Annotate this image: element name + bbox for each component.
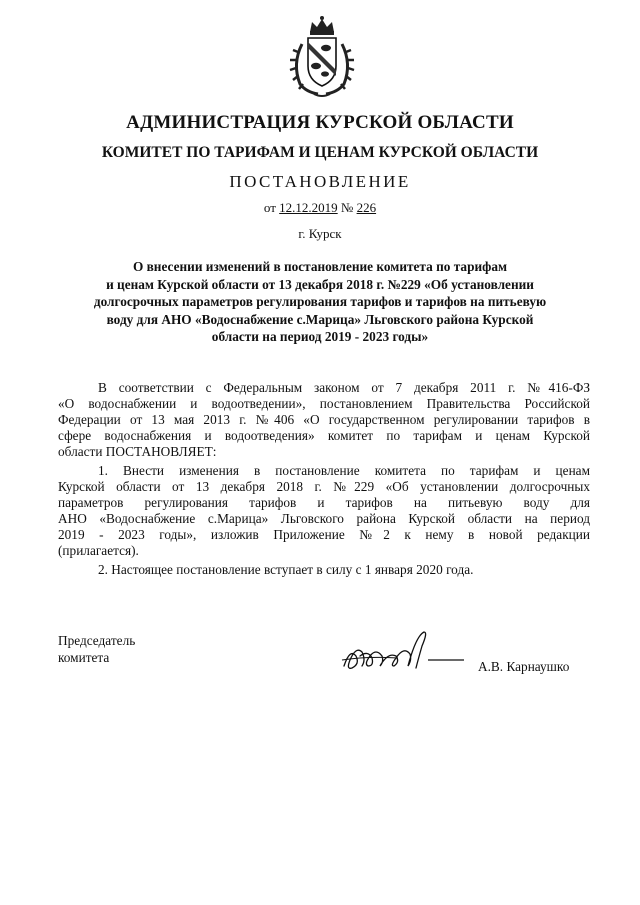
date-prefix: от [263, 200, 276, 215]
document-number: 226 [356, 200, 377, 215]
subject-line: области на период 2019 - 2023 годы» [211, 329, 429, 344]
document-date: 12.12.2019 [279, 200, 338, 215]
item1-line: АНО «Водоснабжение с.Марица» Льговского района Курской области на период [58, 511, 590, 526]
preamble-line: «О водоснабжении и водоотведении», постановлением Правительства Российской [58, 396, 590, 411]
subject-line: воду для АНО «Водоснабжение с.Марица» Льговского района Курской [106, 311, 534, 327]
document-subject [60, 258, 580, 346]
handwritten-signature-icon [338, 626, 468, 678]
role-line: комитета [58, 650, 110, 665]
kursk-coat-of-arms-icon [286, 14, 358, 98]
preamble-line: сфере водоснабжения и водоотведения» комитет по тарифам и ценам Курской [58, 428, 590, 443]
item1-line: 1. Внести изменения в постановление комитета по тарифам и ценам [98, 463, 590, 478]
role-line: Председатель [58, 633, 136, 648]
subject-line: долгосрочных параметров регулирования тарифов и тарифов на питьевую [93, 294, 547, 309]
signatory-name: А.В. Карнаушко [478, 659, 570, 674]
preamble-line: области ПОСТАНОВЛЯЕТ: [58, 444, 217, 459]
preamble-line: Федерации от 13 мая 2013 г. №406 «О государственном регулировании тарифов в [58, 412, 590, 427]
committee-title: КОМИТЕТ ПО ТАРИФАМ И ЦЕНАМ КУРСКОЙ ОБЛАСТИ [101, 144, 539, 161]
city-line: г. Курск [298, 226, 342, 241]
item1-line: 2019 - 2023 годы», изложив Приложение №2 к нему в новой редакции [58, 527, 590, 542]
date-number-line [0, 200, 640, 216]
item1-line: параметров регулирования тарифов и тарифов на питьевую воду для [58, 495, 590, 510]
preamble-line: В соответствии с Федеральным законом от 7 декабря 2011 г. №416-ФЗ [98, 380, 590, 395]
subject-line: О внесении изменений в постановление комитета по тарифам [132, 259, 508, 274]
subject-line: и ценам Курской области от 13 декабря 2018 г. №229 «Об установлении [106, 276, 534, 292]
number-prefix: № [340, 200, 354, 215]
item1-line: (прилагается). [58, 543, 139, 558]
item1-line: Курской области от 13 декабря 2018 г. №229 «Об установлении долгосрочных [58, 479, 590, 494]
administration-title: АДМИНИСТРАЦИЯ КУРСКОЙ ОБЛАСТИ [126, 112, 514, 133]
item2-line: 2. Настоящее постановление вступает в силу с 1 января 2020 года. [98, 562, 474, 577]
signatory-role [58, 632, 135, 666]
document-body [58, 380, 590, 578]
document-type-title: ПОСТАНОВЛЕНИЕ [229, 172, 411, 191]
